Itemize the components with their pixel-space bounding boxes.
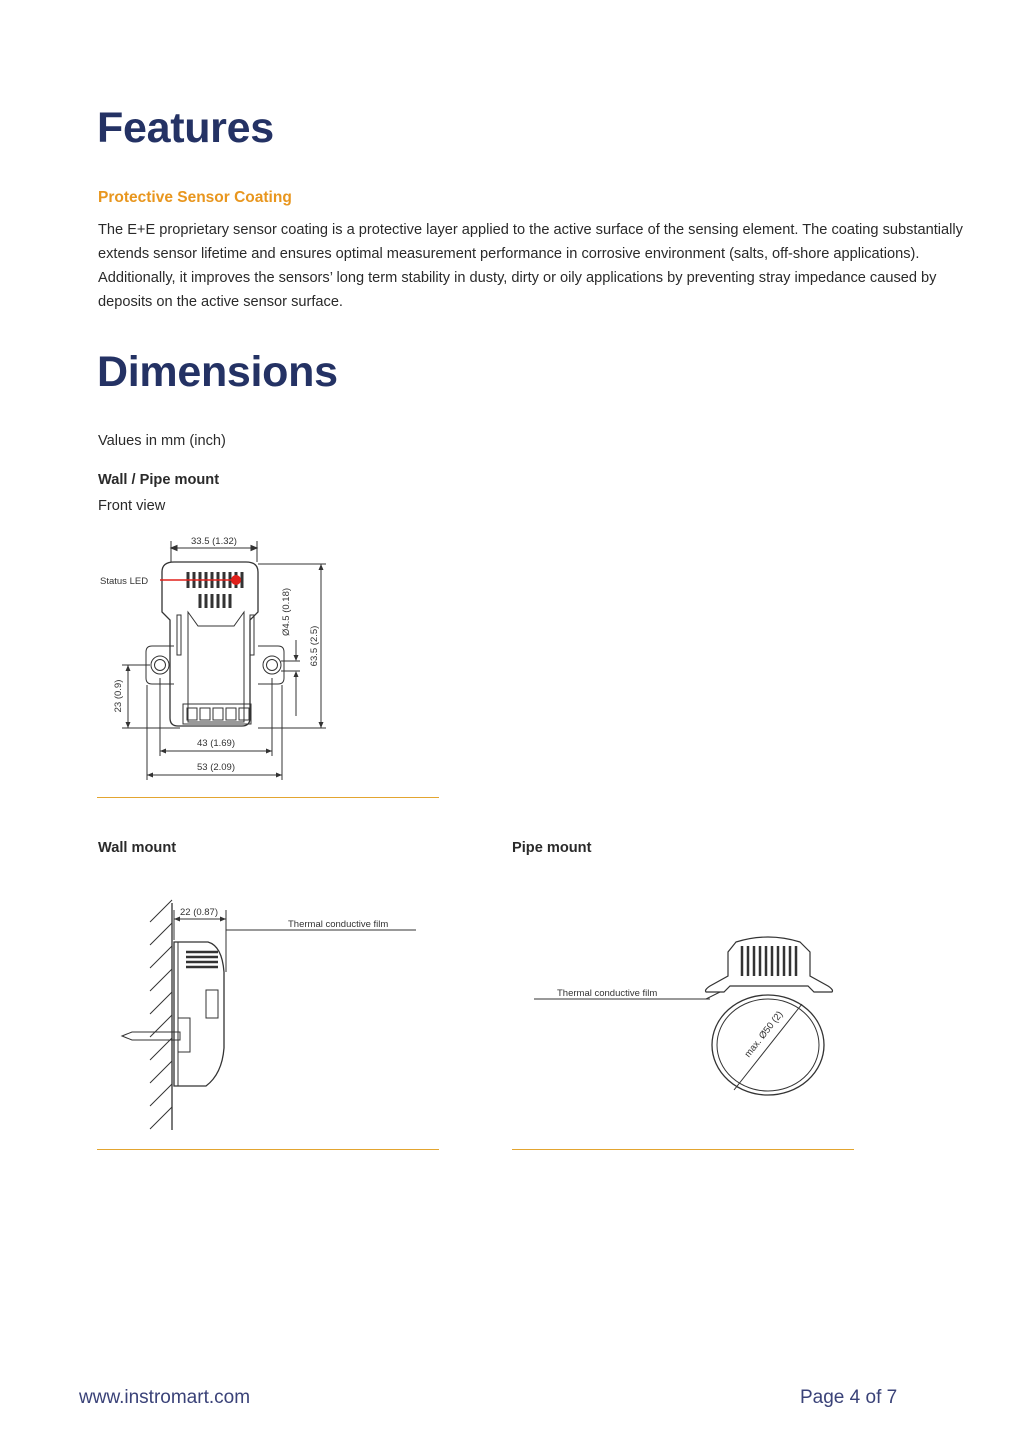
dim-height: 63.5 (2.5) xyxy=(309,625,320,667)
front-view-label: Front view xyxy=(98,498,166,514)
wall-mount-drawing xyxy=(110,895,430,1140)
pipe-mount-drawing xyxy=(525,925,845,1105)
dim-width-top: 33.5 (1.32) xyxy=(191,536,237,547)
wall-film-label: Thermal conductive film xyxy=(288,919,389,930)
pipe-mount-heading: Pipe mount xyxy=(512,840,592,856)
footer-website-link[interactable]: www.instromart.com xyxy=(79,1387,251,1408)
dim-pipe-diameter: max. Ø50 (2) xyxy=(742,1009,786,1060)
dimensions-title: Dimensions xyxy=(97,348,338,396)
status-led-label: Status LED xyxy=(100,576,149,587)
protective-coating-text: The E+E proprietary sensor coating is a protective layer applied to the active surface of the sensing element. The coating substantially extends sensor lifetime and ensures optimal measurement performance in corrosive environment (salts, off-shore applications). Additionally, it improves the sensors’ long term stability in dusty, dirty or oily applications by preventing stray impedance caused by deposits on the active sensor surface. xyxy=(98,222,963,310)
status-led-icon xyxy=(231,575,241,585)
page-number: Page 4 of 7 xyxy=(800,1387,898,1408)
features-title: Features xyxy=(97,104,274,152)
dim-overall-width: 53 (2.09) xyxy=(196,762,236,773)
protective-coating-heading: Protective Sensor Coating xyxy=(98,189,292,206)
dim-hole-height: 23 (0.9) xyxy=(113,679,124,713)
front-view-drawing xyxy=(90,528,350,788)
divider-front xyxy=(97,797,439,798)
divider-pipe xyxy=(512,1149,854,1150)
wall-pipe-heading: Wall / Pipe mount xyxy=(98,472,220,488)
units-note: Values in mm (inch) xyxy=(98,433,226,449)
dim-hole-spacing: 43 (1.69) xyxy=(196,738,236,749)
pipe-film-label: Thermal conductive film xyxy=(557,988,658,999)
dim-hole: Ø4.5 (0.18) xyxy=(281,587,292,637)
wall-mount-heading: Wall mount xyxy=(98,840,177,856)
dim-depth: 22 (0.87) xyxy=(179,907,219,918)
divider-wall xyxy=(97,1149,439,1150)
